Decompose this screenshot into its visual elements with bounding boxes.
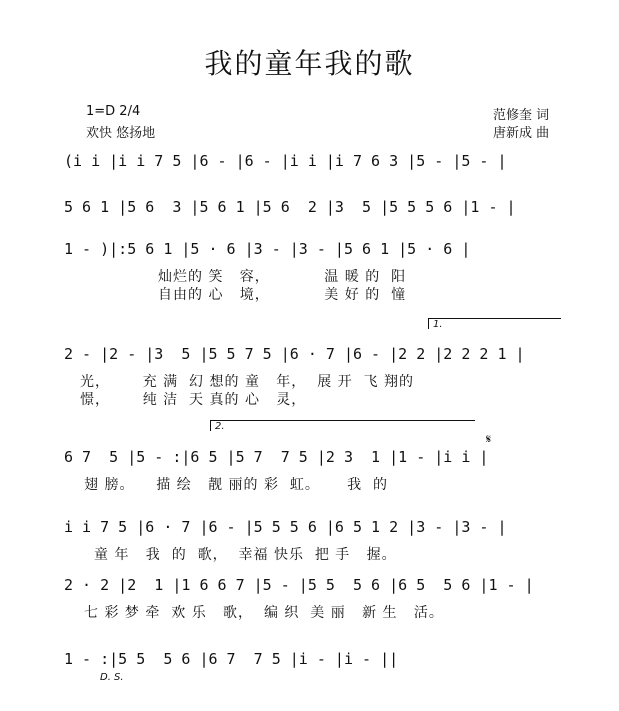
second-ending-bracket: 2. — [210, 420, 475, 431]
notation-line: 1 - :|5 5 5 6 |6 7 7 5 |i - |i - || — [64, 650, 399, 668]
segno-sign: 𝄋 — [486, 432, 492, 446]
tempo-marking: 欢快 悠扬地 — [86, 126, 156, 141]
notation-line: 2 · 2 |2 1 |1 6 6 7 |5 - |5 5 5 6 |6 5 5 6 |1 - | — [64, 576, 534, 594]
lyric-line: 童 年 我 的 歌， 幸福 快乐 把 手 握。 — [94, 547, 397, 563]
dal-segno-marking: D. S. — [100, 672, 124, 683]
key-signature: 1=D 2/4 — [86, 104, 141, 119]
lyricist-credit: 范修奎 词 — [493, 108, 550, 123]
composer-credit: 唐新成 曲 — [493, 126, 550, 141]
notation-line: 2 - |2 - |3 5 |5 5 7 5 |6 · 7 |6 - |2 2 |2 2 2 1 | — [64, 345, 525, 363]
lyric-line: 翅 膀。 描 绘 靓 丽的 彩 虹。 我 的 — [84, 477, 389, 493]
lyric-verse-1: 灿烂的 笑 容， 温 暖 的 阳 — [158, 269, 407, 285]
lyric-verse-2: 自由的 心 境， 美 好 的 憧 — [158, 287, 407, 303]
notation-line: i i 7 5 |6 · 7 |6 - |5 5 5 6 |6 5 1 2 |3 - |3 - | — [64, 518, 507, 536]
lyric-line: 七 彩 梦 牵 欢 乐 歌， 编 织 美 丽 新 生 活。 — [84, 605, 444, 621]
notation-line: 5 6 1 |5 6 3 |5 6 1 |5 6 2 |3 5 |5 5 5 6 |1 - | — [64, 198, 516, 216]
notation-line: 1 - )|:5 6 1 |5 · 6 |3 - |3 - |5 6 1 |5 · 6 | — [64, 240, 471, 258]
notation-line: 6 7 5 |5 - :|6 5 |5 7 7 5 |2 3 1 |1 - |i i | — [64, 448, 489, 466]
page-title: 我的童年我的歌 — [204, 47, 415, 80]
lyric-verse-1: 光， 充 满 幻 想的 童 年， 展 开 飞 翔的 — [80, 374, 415, 390]
first-ending-bracket: 1. — [428, 318, 561, 329]
notation-line: (i i |i i 7 5 |6 - |6 - |i i |i 7 6 3 |5 - |5 - | — [64, 152, 507, 170]
lyric-verse-2: 憬， 纯 洁 天 真的 心 灵， — [80, 392, 307, 408]
